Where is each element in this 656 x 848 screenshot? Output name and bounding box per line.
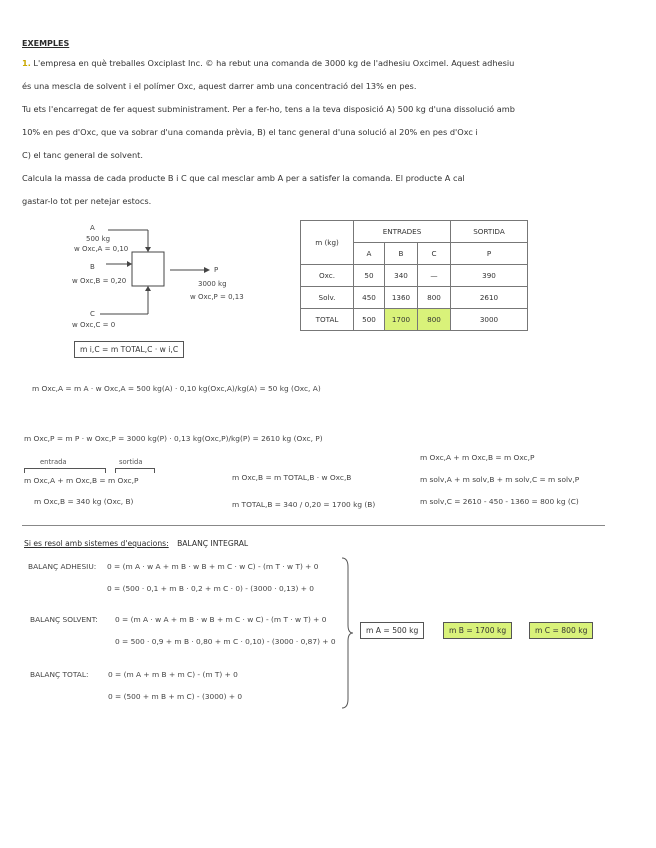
- table-cell-highlight: 800: [418, 309, 451, 331]
- page-heading: EXEMPLES: [22, 39, 70, 48]
- table-col-c: C: [418, 243, 451, 265]
- table-col-p: P: [451, 243, 528, 265]
- problem-line-5: C) el tanc general de solvent.: [22, 150, 143, 160]
- table-cell: 800: [418, 287, 451, 309]
- stream-a-mass: 500 kg: [86, 235, 111, 243]
- row-label: Solv.: [301, 287, 354, 309]
- calc-eq-4: m Oxc,B = 340 kg (Oxc, B): [34, 497, 134, 506]
- table-cell-highlight: 1700: [385, 309, 418, 331]
- table-cell: 450: [354, 287, 385, 309]
- adhesiu-eq-2: 0 = (500 · 0,1 + m B · 0,2 + m C · 0) - (3000 · 0,13) + 0: [107, 584, 314, 593]
- table-cell: 340: [385, 265, 418, 287]
- table-cell: 3000: [451, 309, 528, 331]
- table-cell: 500: [354, 309, 385, 331]
- table-col-b: B: [385, 243, 418, 265]
- stream-b-label: B: [90, 263, 95, 271]
- sortida-brace: [115, 468, 155, 473]
- table-entrades-header: ENTRADES: [354, 221, 451, 243]
- calc-eq-6: m TOTAL,B = 340 / 0,20 = 1700 kg (B): [232, 500, 376, 509]
- total-eq-2: 0 = (500 + m B + m C) - (3000) + 0: [108, 692, 243, 701]
- calc-eq-8: m solv,A + m solv,B + m solv,C = m solv,P: [420, 475, 580, 484]
- result-c-box: m C = 800 kg: [529, 622, 593, 639]
- stream-p-fraction: w Oxc,P = 0,13: [190, 293, 244, 301]
- total-label: BALANÇ TOTAL:: [30, 670, 89, 679]
- adhesiu-label: BALANÇ ADHESIU:: [28, 562, 97, 571]
- problem-line-4: 10% en pes d'Oxc, que va sobrar d'una comanda prèvia, B) el tanc general d'una solució al 20% en pes d'Oxc i: [22, 127, 478, 137]
- table-cell: 390: [451, 265, 528, 287]
- mass-table: [300, 220, 528, 331]
- stream-c-label: C: [90, 310, 95, 318]
- sortida-label: sortida: [119, 458, 143, 466]
- calc-eq-1: m Oxc,A = m A · w Oxc,A = 500 kg(A) · 0,10 kg(Oxc,A)/kg(A) = 50 kg (Oxc, A): [32, 384, 321, 393]
- calc-eq-2: m Oxc,P = m P · w Oxc,P = 3000 kg(P) · 0,13 kg(Oxc,P)/kg(P) = 2610 kg (Oxc, P): [24, 434, 323, 443]
- total-eq-1: 0 = (m A + m B + m C) - (m T) + 0: [108, 670, 238, 679]
- stream-a-label: A: [90, 224, 95, 232]
- table-col-a: A: [354, 243, 385, 265]
- stream-a-fraction: w Oxc,A = 0,10: [74, 245, 129, 253]
- calc-eq-7: m Oxc,A + m Oxc,B = m Oxc,P: [420, 453, 535, 462]
- solvent-eq-1: 0 = (m A · w A + m B · w B + m C · w C) - (m T · w T) + 0: [115, 615, 327, 624]
- table-cell: 1360: [385, 287, 418, 309]
- problem-line-7: gastar-lo tot per netejar estocs.: [22, 196, 152, 206]
- calc-eq-5: m Oxc,B = m TOTAL,B · w Oxc,B: [232, 473, 352, 482]
- problem-line-3: Tu ets l'encarregat de fer aquest subministrament. Per a fer-ho, tens a la teva disposició A) 500 kg d'una dissolució amb: [22, 104, 515, 114]
- entrada-brace: [24, 468, 106, 473]
- system-brace: [340, 557, 354, 709]
- result-a-box: m A = 500 kg: [360, 622, 424, 639]
- stream-p-label: P: [214, 266, 219, 274]
- stream-c-fraction: w Oxc,C = 0: [72, 321, 116, 329]
- adhesiu-eq-1: 0 = (m A · w A + m B · w B + m C · w C) - (m T · w T) + 0: [107, 562, 319, 571]
- solvent-eq-2: 0 = 500 · 0,9 + m B · 0,80 + m C · 0,10) - (3000 · 0,87) + 0: [115, 637, 336, 646]
- stream-b-fraction: w Oxc,B = 0,20: [72, 277, 127, 285]
- calc-eq-9: m solv,C = 2610 - 450 - 1360 = 800 kg (C): [420, 497, 579, 506]
- stream-p-mass: 3000 kg: [198, 280, 227, 288]
- mixer-box: [132, 252, 164, 286]
- table-cell: 2610: [451, 287, 528, 309]
- integral-title: Si es resol amb sistemes d'equacions: BALANÇ INTEGRAL: [24, 539, 249, 548]
- problem-line-6: Calcula la massa de cada producte B i C que cal mesclar amb A per a satisfer la comanda. El producte A cal: [22, 173, 465, 183]
- table-unit-header: m (kg): [301, 221, 354, 265]
- row-label: TOTAL: [301, 309, 354, 331]
- table-row: [301, 265, 528, 287]
- problem-number: 1.: [22, 58, 31, 68]
- row-label: Oxc.: [301, 265, 354, 287]
- calc-eq-3: m Oxc,A + m Oxc,B = m Oxc,P: [24, 476, 139, 485]
- section-divider: [22, 525, 605, 526]
- problem-line-1: 1. L'empresa en què treballes Oxciplast Inc. © ha rebut una comanda de 3000 kg de l'adhesiu Oxcimel. Aquest adhesiu: [22, 58, 515, 68]
- table-row: [301, 309, 528, 331]
- table-row: [301, 287, 528, 309]
- table-sortida-header: SORTIDA: [451, 221, 528, 243]
- result-b-box: m B = 1700 kg: [443, 622, 512, 639]
- problem-line-2: és una mescla de solvent i el polímer Oxc, aquest darrer amb una concentració del 13% en pes.: [22, 81, 417, 91]
- entrada-label: entrada: [40, 458, 67, 466]
- solvent-label: BALANÇ SOLVENT:: [30, 615, 98, 624]
- general-formula-box: m i,C = m TOTAL,C · w i,C: [74, 341, 184, 358]
- table-cell: 50: [354, 265, 385, 287]
- table-cell: —: [418, 265, 451, 287]
